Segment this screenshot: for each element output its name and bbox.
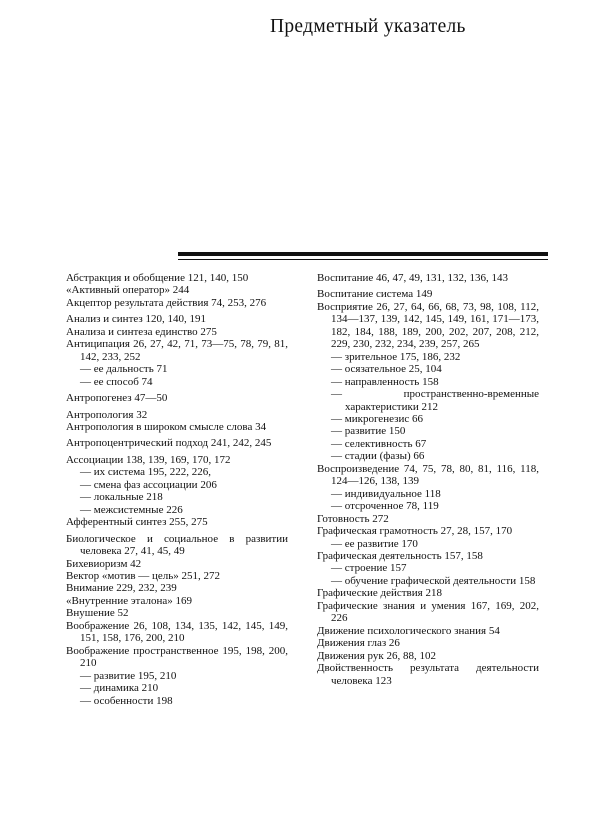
index-entry: Графическая грамотность 27, 28, 157, 170	[317, 525, 513, 538]
index-subentry: — особенности 198	[80, 694, 173, 707]
index-entry: Графические действия 218	[317, 587, 442, 600]
section-rule-thin	[178, 259, 548, 260]
index-column-right	[317, 272, 539, 687]
index-subentry: — отсроченное 78, 119	[331, 500, 439, 513]
index-entry: Акцептор результата действия 74, 253, 276	[66, 296, 267, 309]
index-entry: Афферентный синтез 255, 275	[66, 516, 208, 529]
index-subentry: — развитие 195, 210	[80, 669, 177, 682]
index-entry: Воспитание 46, 47, 49, 131, 132, 136, 143	[317, 272, 508, 284]
index-subentry: — селективность 67	[331, 437, 427, 450]
index-subentry: — зрительное 175, 186, 232	[331, 350, 461, 363]
index-entry: Антропогенез 47—50	[66, 392, 168, 405]
index-entry: Воображение пространственное 195, 198, 200, 210	[66, 644, 288, 670]
index-entry: Внушение 52	[66, 607, 129, 620]
index-entry: Антропоцентрический подход 241, 242, 245	[66, 437, 272, 450]
index-entry: Готовность 272	[317, 512, 389, 525]
index-subentry: — микрогенезис 66	[331, 412, 423, 425]
index-entry: Ассоциации 138, 139, 169, 170, 172	[66, 453, 231, 466]
index-entry: Анализ и синтез 120, 140, 191	[66, 313, 206, 326]
index-entry: Антропология в широком смысле слова 34	[66, 420, 267, 433]
index-subentry: — межсистемные 226	[80, 503, 183, 516]
index-subentry: — стадии (фазы) 66	[331, 450, 425, 463]
index-entry: Движение психологического знания 54	[317, 624, 500, 637]
index-column-left	[66, 272, 288, 707]
index-subentry: — ее дальность 71	[80, 363, 168, 376]
index-entry: Воспитание система 149	[317, 288, 433, 301]
index-entry: Абстракция и обобщение 121, 140, 150	[66, 272, 249, 284]
index-entry: Внимание 229, 232, 239	[66, 582, 177, 595]
index-subentry: — смена фаз ассоциации 206	[80, 478, 217, 491]
index-subentry: — динамика 210	[80, 682, 159, 695]
index-entry: Воспроизведение 74, 75, 78, 80, 81, 116, 118, 124—126, 138, 139	[317, 462, 539, 488]
index-entry: Антропология 32	[66, 408, 148, 421]
index-subentry: — развитие 150	[331, 425, 406, 438]
index-entry: Вектор «мотив — цель» 251, 272	[66, 569, 221, 582]
index-entry: Движения рук 26, 88, 102	[317, 649, 436, 662]
index-entry: Графическая деятельность 157, 158	[317, 549, 483, 562]
index-entry: «Внутренние эталона» 169	[66, 594, 192, 607]
index-entry: Восприятие 26, 27, 64, 66, 68, 73, 98, 108, 112, 134—137, 139, 142, 145, 149, 161, 171—173, 182, 184, 188, 189, 200, 202, 207, 208, 212, 229, 230, 232, 234, 239, 257, 265	[317, 300, 539, 351]
index-subentry: — обучение графической деятельности 158	[331, 574, 536, 587]
index-entry: Бихевиоризм 42	[66, 557, 142, 570]
section-rule-thick	[178, 252, 548, 256]
index-entry: Воображение 26, 108, 134, 135, 142, 145, 149, 151, 158, 176, 200, 210	[66, 619, 288, 645]
index-subentry: — их система 195, 222, 226,	[80, 466, 211, 479]
page-title: Предметный указатель	[270, 16, 466, 37]
index-subentry: — ее развитие 170	[331, 537, 418, 550]
index-subentry: — пространственно-временные характеристики 212	[331, 388, 539, 413]
index-entry: Биологическое и социальное в развитии человека 27, 41, 45, 49	[66, 532, 288, 558]
index-subentry: — направленность 158	[331, 375, 439, 388]
index-subentry: — строение 157	[331, 562, 407, 575]
index-entry: Антиципация 26, 27, 42, 71, 73—75, 78, 79, 81, 142, 233, 252	[66, 338, 288, 363]
index-entry: Движения глаз 26	[317, 637, 400, 650]
index-entry: Анализа и синтеза единство 275	[66, 325, 217, 338]
index-entry: Двойственность результата деятельности человека 123	[317, 662, 539, 687]
index-subentry: — ее способ 74	[80, 375, 153, 388]
index-subentry: — осязательное 25, 104	[331, 363, 442, 376]
index-entry: «Активный оператор» 244	[66, 284, 190, 297]
index-entry: Графические знания и умения 167, 169, 202, 226	[317, 599, 539, 625]
index-subentry: — индивидуальное 118	[331, 487, 441, 500]
index-subentry: — локальные 218	[80, 491, 163, 504]
